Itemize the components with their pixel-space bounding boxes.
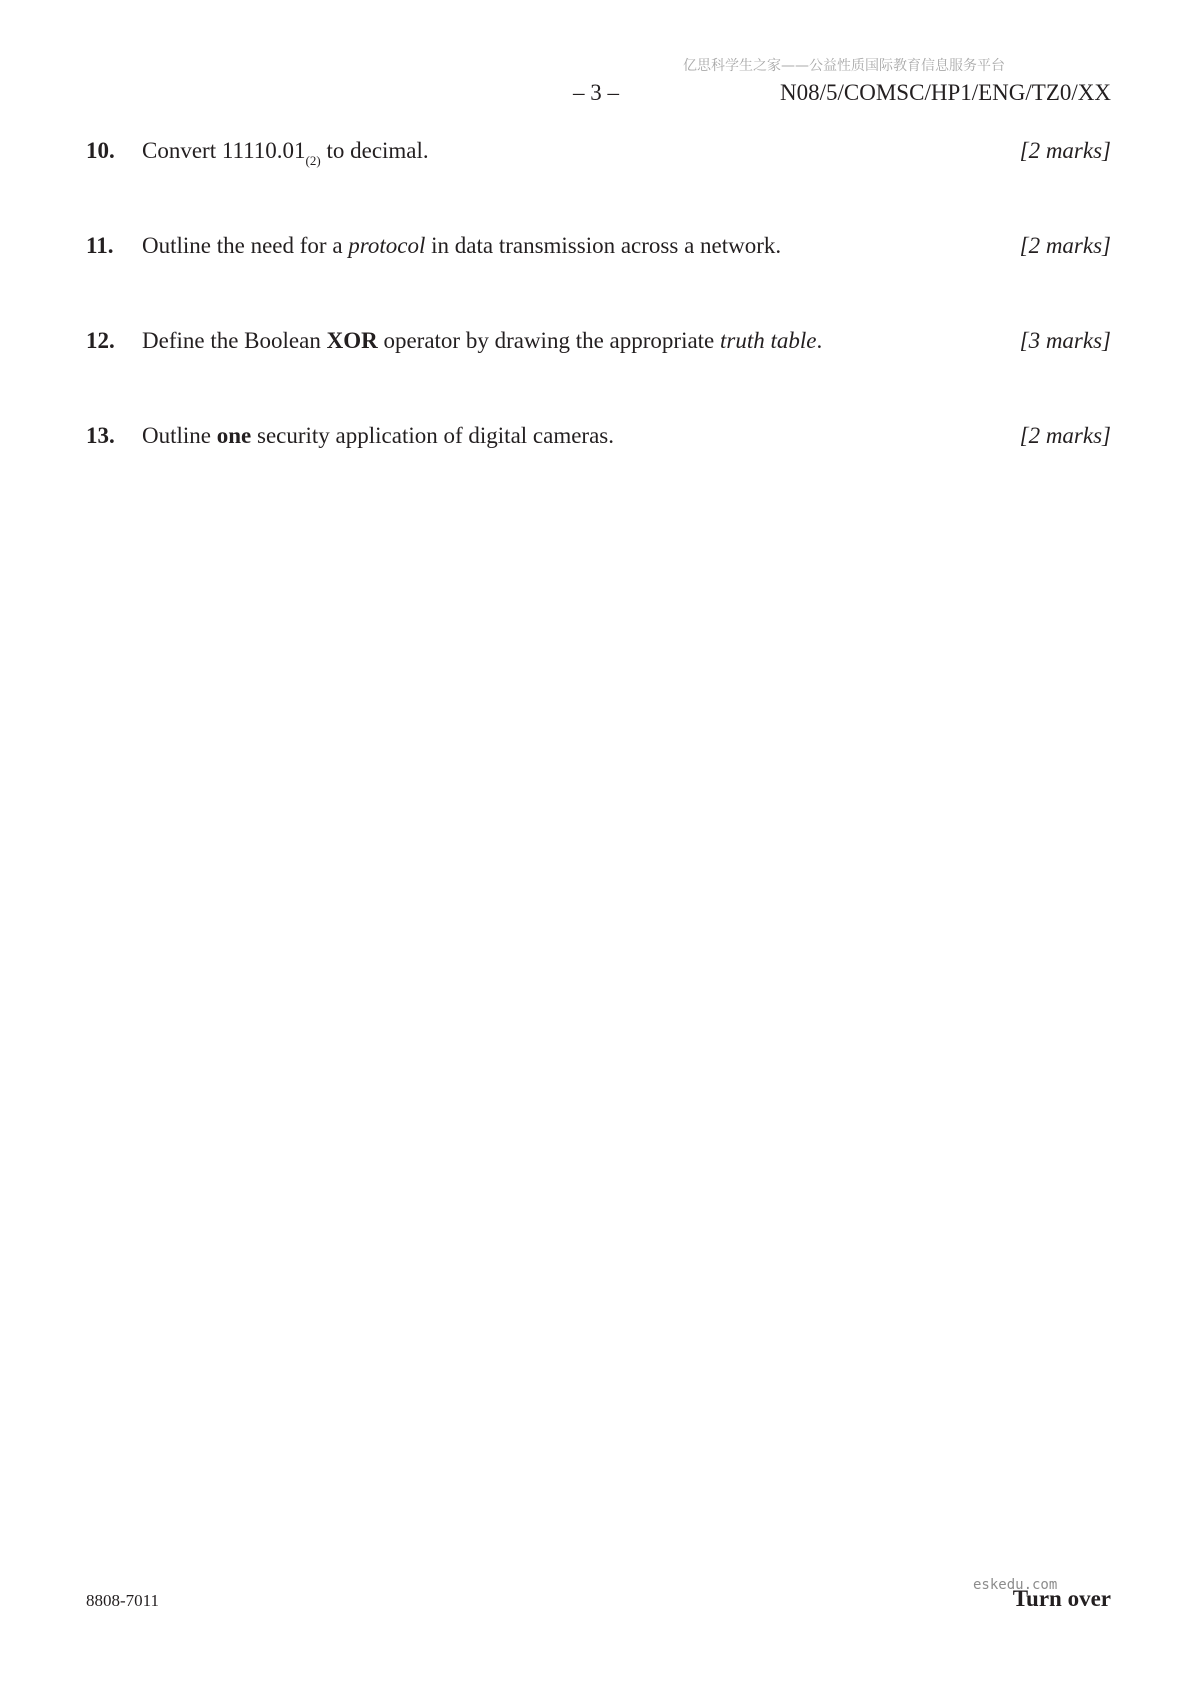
question-13 bbox=[86, 420, 1111, 452]
question-number: 13. bbox=[86, 423, 115, 448]
question-number: 10. bbox=[86, 138, 115, 163]
question-12 bbox=[86, 325, 1111, 357]
footer-watermark: eskedu.com bbox=[973, 1577, 1058, 1593]
question-marks: [2 marks] bbox=[1019, 423, 1111, 448]
paper-code: N08/5/COMSC/HP1/ENG/TZ0/XX bbox=[780, 80, 1111, 105]
question-text: Outline the need for a protocol in data transmission across a network. bbox=[142, 233, 782, 258]
turn-over: Turn over bbox=[1012, 1586, 1111, 1611]
question-10 bbox=[86, 135, 1111, 167]
base-subscript: (2) bbox=[305, 153, 321, 168]
question-text: Outline one security application of digital cameras. bbox=[142, 423, 615, 448]
question-marks: [3 marks] bbox=[1019, 328, 1111, 353]
question-number: 11. bbox=[86, 233, 114, 258]
question-text: Define the Boolean XOR operator by drawing the appropriate truth table. bbox=[142, 328, 823, 353]
question-text: Convert $11110.01_{(2)}$ to decimal. bbox=[142, 138, 429, 168]
page-number: – 3 – bbox=[573, 80, 619, 105]
question-number: 12. bbox=[86, 328, 115, 353]
question-marks: [2 marks] bbox=[1019, 138, 1111, 163]
question-11 bbox=[86, 230, 1111, 262]
header-watermark: 亿思科学生之家——公益性质国际教育信息服务平台 bbox=[683, 58, 1005, 74]
footer-code: 8808-7011 bbox=[86, 1591, 160, 1610]
question-marks: [2 marks] bbox=[1019, 233, 1111, 258]
